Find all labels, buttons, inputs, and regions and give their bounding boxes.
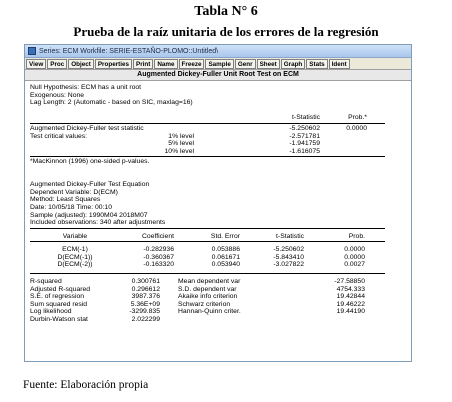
method: Method: Least Squares [30,196,101,204]
level-value: -1.616075 [289,147,320,155]
col-stderror-header: Std. Error [210,232,240,240]
toolbar-view-button[interactable]: View [26,59,46,69]
t-statistic: -5.843410 [273,253,304,261]
toolbar-ident-button[interactable]: Ident [329,59,350,69]
variable-name: D(ECM(-2)) [57,261,93,269]
divider [30,156,385,157]
coef-header-row [30,233,411,241]
stat-value: 0.300761 [131,278,160,286]
table-row [30,246,411,254]
toolbar-genr-button[interactable]: Genr [235,59,256,69]
std-error: 0.053886 [211,246,240,254]
mackinnon-note: *MacKinnon (1996) one-sided p-values. [30,158,150,166]
coefficient: -0.360367 [143,253,174,261]
adf-label: Augmented Dickey-Fuller test statistic [30,124,144,132]
stat-label: Adjusted R-squared [30,285,91,293]
toolbar-properties-button[interactable]: Properties [95,59,132,69]
table-caption-title: Tabla N° 6 [194,4,258,19]
stat-label: Akaike info criterion [178,293,238,301]
divider [30,241,385,242]
std-error: 0.053940 [211,261,240,269]
stat-value: 19.46222 [336,300,365,308]
stat-label: Log likelihood [30,308,72,316]
stat-value: 2.022299 [131,316,160,324]
critical-row-2 [30,140,411,148]
exogenous: Exogenous: None [30,91,85,99]
stat-value: 3987.376 [131,293,160,301]
eviews-series-window [24,44,412,362]
output-content [25,81,411,324]
critical-row-1 [30,133,411,141]
date-time: Date: 10/05/18 Time: 00:10 [30,203,112,211]
prob: 0.0000 [344,253,365,261]
divider [30,228,385,229]
stats-row [30,278,411,286]
stat-label: R-squared [30,278,62,286]
variable-name: D(ECM(-1)) [57,253,93,261]
window-titlebar[interactable] [25,45,411,58]
level-value: -1.941759 [289,140,320,148]
table-row [30,261,411,269]
level-value: -2.571781 [289,132,320,140]
col-tstat-header: t-Statistic [292,114,320,122]
stats-row [30,301,411,309]
t-statistic: -3.027822 [273,261,304,269]
stat-value: 4754.333 [336,285,365,293]
prob: 0.0027 [344,261,365,269]
stat-value: 19.42844 [336,293,365,301]
divider [30,273,385,274]
critical-label: Test critical values: [30,132,88,140]
stats-row [30,308,411,316]
level-label: 10% level [164,147,194,155]
sample: Sample (adjusted): 1990M04 2018M07 [30,211,148,219]
stat-value: -27.58850 [334,278,365,286]
stats-row [30,316,411,324]
equation-title: Augmented Dickey-Fuller Test Equation [30,181,150,189]
stats-row [30,293,411,301]
toolbar-freeze-button[interactable]: Freeze [179,59,205,69]
adf-prob: 0.0000 [346,124,367,132]
toolbar-stats-button[interactable]: Stats [306,59,327,69]
stat-label: Sum squared resid [30,300,88,308]
toolbar-object-button[interactable]: Object [68,59,94,69]
dependent-variable: Dependent Variable: D(ECM) [30,188,118,196]
source-footer: Fuente: Elaboración propia [23,379,149,391]
toolbar-print-button[interactable]: Print [133,59,153,69]
toolbar-proc-button[interactable]: Proc [47,59,67,69]
col-prob-header: Prob. [348,232,365,240]
adf-header-row [30,114,411,122]
stat-value: 19.44190 [336,308,365,316]
table-caption-subtitle: Prueba de la raíz unitaria de los errores de la regresión [73,24,379,39]
t-statistic: -5.250602 [273,246,304,254]
output-header: Augmented Dickey-Fuller Unit Root Test on ECM [25,70,411,81]
window-title: Series: ECM Workfile: SERIE-ESTAÑO-PLOMO::Untitled\ [39,47,219,55]
series-window-icon [28,47,36,55]
stat-value: -3299.835 [129,308,160,316]
null-hypothesis: Null Hypothesis: ECM has a unit root [30,84,142,91]
critical-row-3 [30,148,411,156]
stat-value: 0.296612 [131,285,160,293]
table-row [30,254,411,262]
col-variable-header: Variable [62,232,88,240]
stat-label: S.E. of regression [30,293,85,301]
toolbar-name-button[interactable]: Name [154,59,177,69]
stat-label: Hannan-Quinn criter. [178,308,241,316]
col-prob-header: Prob.* [348,114,367,122]
coefficient: -0.163320 [143,261,174,269]
std-error: 0.061671 [211,253,240,261]
col-tstatistic-header: t-Statistic [276,232,304,240]
toolbar-sample-button[interactable]: Sample [205,59,233,69]
lag-length: Lag Length: 2 (Automatic - based on SIC, maxlag=16) [30,99,193,107]
window-toolbar [25,58,411,70]
variable-name: ECM(-1) [62,246,88,254]
stat-value: 5.36E+09 [130,300,160,308]
divider [30,123,385,124]
stat-label: S.D. dependent var [178,285,237,293]
toolbar-sheet-button[interactable]: Sheet [257,59,280,69]
adf-tstat: -5.250602 [289,124,320,132]
toolbar-graph-button[interactable]: Graph [281,59,306,69]
stat-label: Durbin-Watson stat [30,316,88,324]
adf-stat-row [30,125,411,133]
col-coefficient-header: Coefficient [142,232,174,240]
stats-row [30,286,411,294]
stat-label: Schwarz criterion [178,300,231,308]
observations: Included observations: 340 after adjustments [30,219,166,227]
prob: 0.0000 [344,246,365,254]
level-label: 1% level [168,132,194,140]
coefficient: -0.282936 [143,246,174,254]
stat-label: Mean dependent var [178,278,241,286]
level-label: 5% level [168,140,194,148]
